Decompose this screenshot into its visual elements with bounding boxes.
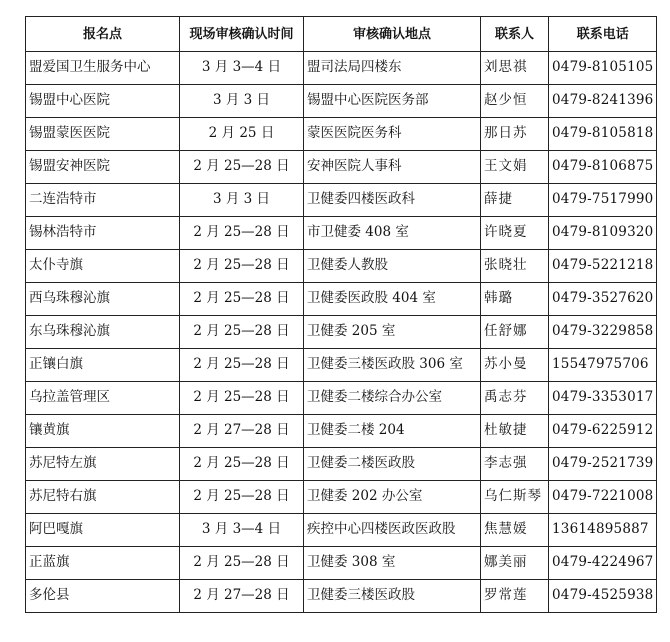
place-cell: 卫健委四楼医政科 bbox=[304, 184, 481, 217]
time-cell: 2 月 25—28 日 bbox=[180, 217, 304, 250]
table-row bbox=[26, 283, 657, 316]
table-row bbox=[26, 217, 657, 250]
table-row bbox=[26, 250, 657, 283]
table-body bbox=[26, 52, 657, 613]
place-cell: 锡盟中心医院医务部 bbox=[304, 85, 481, 118]
place-cell: 卫健委二楼医政股 bbox=[304, 448, 481, 481]
contact-cell: 王文娟 bbox=[481, 151, 549, 184]
phone-cell: 13614895887 bbox=[549, 514, 657, 547]
place-cell: 市卫健委 408 室 bbox=[304, 217, 481, 250]
time-cell: 2 月 25—28 日 bbox=[180, 448, 304, 481]
contact-cell: 许晓夏 bbox=[481, 217, 549, 250]
phone-cell: 0479-8105818 bbox=[549, 118, 657, 151]
place-cell: 卫健委 308 室 bbox=[304, 547, 481, 580]
contact-cell: 赵少恒 bbox=[481, 85, 549, 118]
site-cell: 多伦县 bbox=[26, 580, 180, 613]
place-cell: 卫健委 202 办公室 bbox=[304, 481, 481, 514]
site-cell: 锡林浩特市 bbox=[26, 217, 180, 250]
table-row bbox=[26, 118, 657, 151]
phone-cell: 0479-8106875 bbox=[549, 151, 657, 184]
site-cell: 正蓝旗 bbox=[26, 547, 180, 580]
time-cell: 2 月 25—28 日 bbox=[180, 316, 304, 349]
table-row bbox=[26, 514, 657, 547]
phone-cell: 0479-8241396 bbox=[549, 85, 657, 118]
place-cell: 疾控中心四楼医政医政股 bbox=[304, 514, 481, 547]
place-cell: 卫健委三楼医政股 bbox=[304, 580, 481, 613]
time-cell: 3 月 3—4 日 bbox=[180, 514, 304, 547]
table-header bbox=[26, 17, 657, 52]
time-cell: 2 月 25—28 日 bbox=[180, 481, 304, 514]
site-cell: 锡盟蒙医医院 bbox=[26, 118, 180, 151]
table-row bbox=[26, 85, 657, 118]
time-cell: 2 月 27—28 日 bbox=[180, 415, 304, 448]
place-cell: 蒙医医院医务科 bbox=[304, 118, 481, 151]
site-cell: 正镶白旗 bbox=[26, 349, 180, 382]
table-row bbox=[26, 415, 657, 448]
header-place: 审核确认地点 bbox=[304, 17, 481, 52]
phone-cell: 0479-8109320 bbox=[549, 217, 657, 250]
time-cell: 2 月 25—28 日 bbox=[180, 283, 304, 316]
site-cell: 东乌珠穆沁旗 bbox=[26, 316, 180, 349]
phone-cell: 0479-3229858 bbox=[549, 316, 657, 349]
time-cell: 2 月 25—28 日 bbox=[180, 349, 304, 382]
contact-cell: 娜美丽 bbox=[481, 547, 549, 580]
place-cell: 盟司法局四楼东 bbox=[304, 52, 481, 85]
time-cell: 2 月 27—28 日 bbox=[180, 580, 304, 613]
time-cell: 3 月 3 日 bbox=[180, 85, 304, 118]
time-cell: 3 月 3 日 bbox=[180, 184, 304, 217]
site-cell: 锡盟中心医院 bbox=[26, 85, 180, 118]
phone-cell: 0479-5221218 bbox=[549, 250, 657, 283]
place-cell: 卫健委三楼医政股 306 室 bbox=[304, 349, 481, 382]
phone-cell: 0479-3527620 bbox=[549, 283, 657, 316]
phone-cell: 0479-7517990 bbox=[549, 184, 657, 217]
place-cell: 安神医院人事科 bbox=[304, 151, 481, 184]
site-cell: 镶黄旗 bbox=[26, 415, 180, 448]
time-cell: 2 月 25—28 日 bbox=[180, 250, 304, 283]
time-cell: 2 月 25—28 日 bbox=[180, 382, 304, 415]
registration-sites-table bbox=[25, 16, 657, 613]
contact-cell: 韩璐 bbox=[481, 283, 549, 316]
table-row bbox=[26, 184, 657, 217]
site-cell: 阿巴嘎旗 bbox=[26, 514, 180, 547]
site-cell: 苏尼特左旗 bbox=[26, 448, 180, 481]
table-row bbox=[26, 151, 657, 184]
table-row bbox=[26, 349, 657, 382]
header-row bbox=[26, 17, 657, 52]
place-cell: 卫健委人教股 bbox=[304, 250, 481, 283]
contact-cell: 那日苏 bbox=[481, 118, 549, 151]
contact-cell: 李志强 bbox=[481, 448, 549, 481]
site-cell: 二连浩特市 bbox=[26, 184, 180, 217]
table-row bbox=[26, 547, 657, 580]
contact-cell: 张晓壮 bbox=[481, 250, 549, 283]
phone-cell: 15547975706 bbox=[549, 349, 657, 382]
phone-cell: 0479-3353017 bbox=[549, 382, 657, 415]
site-cell: 乌拉盖管理区 bbox=[26, 382, 180, 415]
table-row bbox=[26, 580, 657, 613]
time-cell: 2 月 25 日 bbox=[180, 118, 304, 151]
table-row bbox=[26, 481, 657, 514]
contact-cell: 任舒娜 bbox=[481, 316, 549, 349]
phone-cell: 0479-6225912 bbox=[549, 415, 657, 448]
table-row bbox=[26, 316, 657, 349]
phone-cell: 0479-4224967 bbox=[549, 547, 657, 580]
contact-cell: 刘思祺 bbox=[481, 52, 549, 85]
contact-cell: 苏小曼 bbox=[481, 349, 549, 382]
site-cell: 西乌珠穆沁旗 bbox=[26, 283, 180, 316]
place-cell: 卫健委医政股 404 室 bbox=[304, 283, 481, 316]
table-row bbox=[26, 448, 657, 481]
contact-cell: 禹志芬 bbox=[481, 382, 549, 415]
header-site: 报名点 bbox=[26, 17, 180, 52]
phone-cell: 0479-8105105 bbox=[549, 52, 657, 85]
place-cell: 卫健委二楼综合办公室 bbox=[304, 382, 481, 415]
time-cell: 2 月 25—28 日 bbox=[180, 151, 304, 184]
phone-cell: 0479-4525938 bbox=[549, 580, 657, 613]
table-row bbox=[26, 52, 657, 85]
contact-cell: 薛捷 bbox=[481, 184, 549, 217]
site-cell: 锡盟安神医院 bbox=[26, 151, 180, 184]
header-time: 现场审核确认时间 bbox=[180, 17, 304, 52]
time-cell: 2 月 25—28 日 bbox=[180, 547, 304, 580]
place-cell: 卫健委 205 室 bbox=[304, 316, 481, 349]
site-cell: 苏尼特右旗 bbox=[26, 481, 180, 514]
header-phone: 联系电话 bbox=[549, 17, 657, 52]
place-cell: 卫健委二楼 204 bbox=[304, 415, 481, 448]
header-contact: 联系人 bbox=[481, 17, 549, 52]
contact-cell: 乌仁斯琴 bbox=[481, 481, 549, 514]
contact-cell: 罗常莲 bbox=[481, 580, 549, 613]
phone-cell: 0479-7221008 bbox=[549, 481, 657, 514]
table-row bbox=[26, 382, 657, 415]
phone-cell: 0479-2521739 bbox=[549, 448, 657, 481]
contact-cell: 焦慧媛 bbox=[481, 514, 549, 547]
time-cell: 3 月 3—4 日 bbox=[180, 52, 304, 85]
site-cell: 太仆寺旗 bbox=[26, 250, 180, 283]
site-cell: 盟爱国卫生服务中心 bbox=[26, 52, 180, 85]
contact-cell: 杜敏捷 bbox=[481, 415, 549, 448]
